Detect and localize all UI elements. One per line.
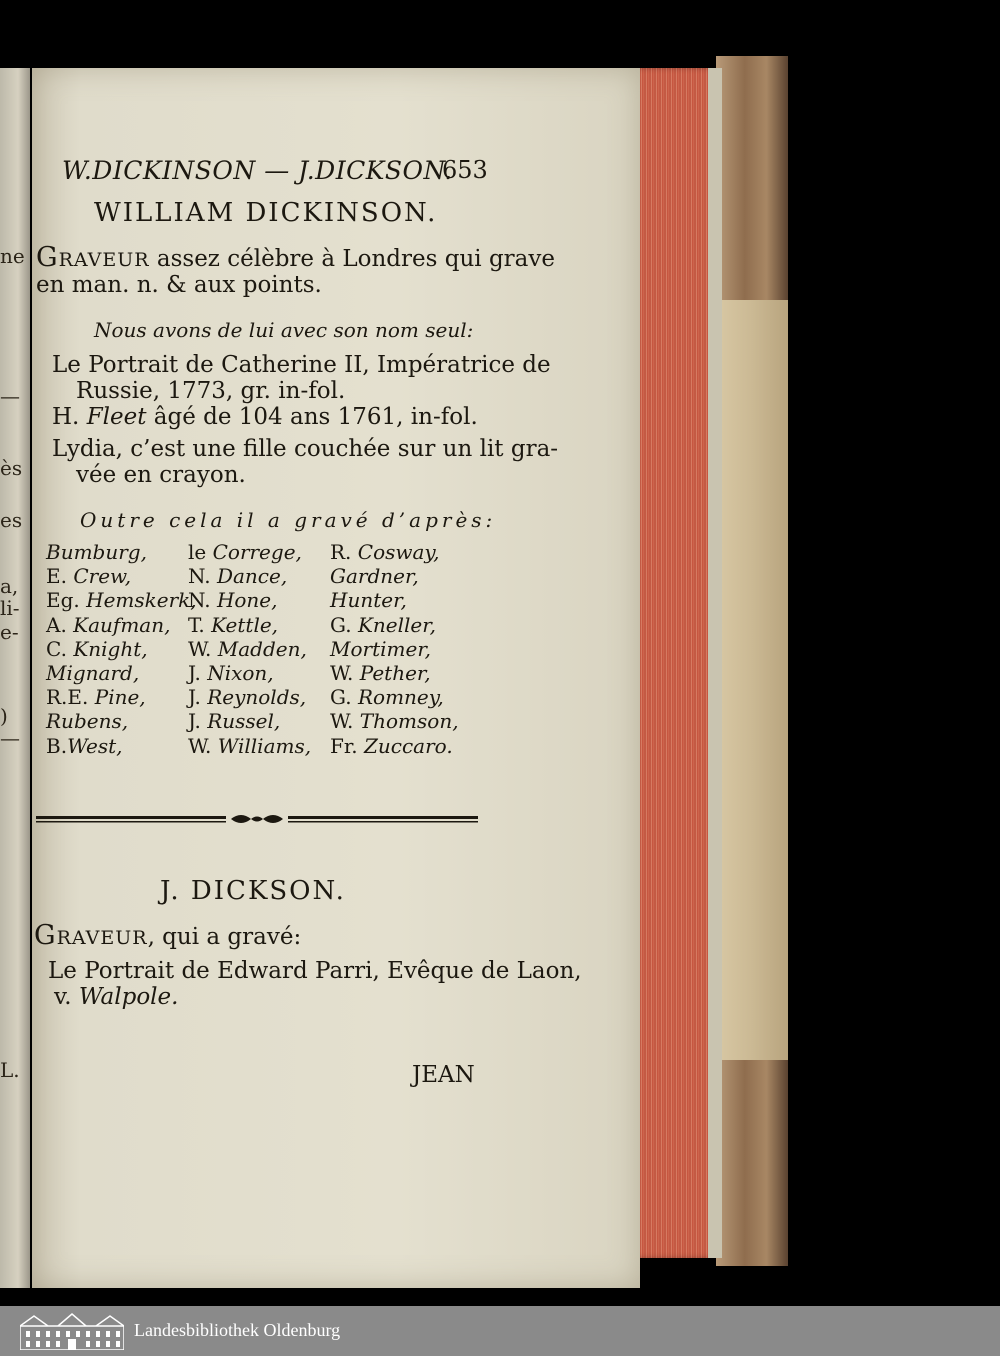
intro-text-line2: en man. n. & aux points. bbox=[36, 272, 322, 298]
name-prefix: A. bbox=[46, 612, 74, 637]
intro-text: assez célèbre à Londres qui grave bbox=[156, 246, 555, 272]
name-prefix: R.E. bbox=[46, 685, 95, 710]
entry-title: WILLIAM DICKINSON. bbox=[94, 198, 438, 228]
name-prefix: N. bbox=[188, 564, 217, 589]
engraver-name bbox=[188, 661, 311, 685]
name-surname: Hone, bbox=[216, 588, 278, 613]
name-surname: Reynolds, bbox=[207, 685, 307, 710]
name-prefix: W. bbox=[188, 733, 218, 758]
engraver-name bbox=[330, 661, 459, 685]
names-column bbox=[188, 540, 311, 758]
name-surname: Crew, bbox=[73, 564, 132, 589]
name-surname: Madden, bbox=[217, 636, 307, 661]
name-prefix: B. bbox=[46, 733, 68, 758]
name-surname: Bumburg, bbox=[46, 540, 147, 564]
name-prefix: R. bbox=[330, 540, 358, 564]
engraver-name bbox=[46, 588, 197, 612]
engraver-name bbox=[46, 613, 197, 637]
item-line bbox=[54, 984, 178, 1010]
item-line: Lydia, c’est une fille couchée sur un lit gra- bbox=[52, 436, 559, 462]
lead-word: Graveur bbox=[34, 920, 148, 951]
item-italic: Walpole. bbox=[78, 984, 179, 1010]
name-prefix: Fr. bbox=[330, 733, 364, 758]
name-prefix: le bbox=[188, 540, 213, 564]
name-surname: Zuccaro. bbox=[363, 733, 453, 758]
name-surname: Dance, bbox=[216, 564, 288, 589]
fragment-text: es bbox=[0, 508, 23, 532]
name-prefix: E. bbox=[46, 564, 74, 589]
subheading: Nous avons de lui avec son nom seul: bbox=[94, 318, 474, 342]
engraver-name bbox=[46, 564, 197, 588]
engraver-name bbox=[330, 588, 459, 612]
engraver-name bbox=[46, 661, 197, 685]
fragment-text: L. bbox=[0, 1058, 20, 1082]
fragment-text: e- bbox=[0, 620, 19, 644]
name-surname: Mignard, bbox=[46, 661, 140, 686]
name-prefix: W. bbox=[330, 709, 360, 734]
engraver-name bbox=[330, 637, 459, 661]
name-prefix: G. bbox=[330, 685, 358, 710]
name-surname: Pether, bbox=[359, 661, 431, 686]
fragment-text: a, bbox=[0, 574, 19, 598]
engraver-name bbox=[188, 734, 311, 758]
engraver-name bbox=[188, 564, 311, 588]
name-prefix: J. bbox=[188, 709, 208, 734]
engraver-name bbox=[330, 734, 459, 758]
engraver-name bbox=[188, 613, 311, 637]
entry-intro bbox=[36, 242, 555, 273]
name-surname: Kneller, bbox=[357, 612, 436, 637]
engraver-name bbox=[188, 709, 311, 733]
book-cover-band bbox=[716, 300, 788, 1060]
names-column bbox=[46, 540, 197, 758]
library-building-icon bbox=[20, 1312, 124, 1350]
entry-title: J. DICKSON. bbox=[160, 876, 346, 906]
fragment-text: — bbox=[0, 384, 20, 408]
name-surname: Mortimer, bbox=[330, 636, 432, 661]
intro-text: , qui a gravé: bbox=[147, 924, 302, 950]
name-surname: Russel, bbox=[207, 709, 281, 734]
entry-intro bbox=[34, 920, 301, 951]
facing-page-fragment bbox=[0, 68, 30, 1288]
engraver-name bbox=[330, 685, 459, 709]
name-surname: Hemskerk, bbox=[86, 588, 197, 613]
book-page bbox=[32, 68, 640, 1288]
name-prefix: W. bbox=[330, 661, 360, 686]
item-italic: Fleet bbox=[86, 404, 147, 430]
item-rest: âgé de 104 ans 1761, in-fol. bbox=[153, 404, 478, 430]
name-prefix: J. bbox=[188, 661, 208, 686]
engraver-name bbox=[330, 709, 459, 733]
name-surname: Rubens, bbox=[46, 709, 129, 734]
engraver-name bbox=[188, 685, 311, 709]
item-line bbox=[52, 404, 478, 430]
engraver-name bbox=[188, 588, 311, 612]
item-prefix: v. bbox=[54, 984, 72, 1010]
name-prefix: C. bbox=[46, 636, 74, 661]
fragment-text: ) bbox=[0, 704, 8, 728]
engraver-name bbox=[46, 709, 197, 733]
fragment-text: ne bbox=[0, 244, 25, 268]
name-prefix: Eg. bbox=[46, 588, 87, 613]
names-column bbox=[330, 540, 459, 758]
engraver-name bbox=[46, 540, 197, 564]
name-surname: Nixon, bbox=[207, 661, 274, 686]
running-head: W.DICKINSON — J.DICKSON. bbox=[62, 156, 453, 185]
name-prefix: W. bbox=[188, 636, 218, 661]
name-surname: Correge, bbox=[212, 540, 302, 564]
engraver-name bbox=[188, 540, 311, 564]
item-line: Le Portrait de Edward Parri, Evêque de Laon, bbox=[48, 958, 582, 984]
engraver-name bbox=[188, 637, 311, 661]
library-name: Landesbibliothek Oldenburg bbox=[134, 1320, 341, 1340]
name-surname: West, bbox=[67, 733, 123, 758]
lead-word: Graveur bbox=[36, 242, 150, 273]
item-line: Le Portrait de Catherine II, Impératrice de bbox=[52, 352, 551, 378]
subheading-after: Outre cela il a gravé d’après: bbox=[80, 508, 497, 532]
catchword: JEAN bbox=[412, 1062, 475, 1088]
library-footer bbox=[0, 1306, 1000, 1356]
page-edges-outer bbox=[708, 68, 722, 1258]
name-surname: Pine, bbox=[94, 685, 146, 710]
name-surname: Romney, bbox=[357, 685, 444, 710]
name-prefix: N. bbox=[188, 588, 217, 613]
engraver-name bbox=[46, 637, 197, 661]
engraver-name bbox=[46, 734, 197, 758]
item-prefix: H. bbox=[52, 404, 80, 430]
engraver-name bbox=[46, 685, 197, 709]
name-surname: Kaufman, bbox=[73, 612, 171, 637]
fragment-text: li- bbox=[0, 596, 20, 620]
fragment-text: — bbox=[0, 726, 20, 750]
page-edges bbox=[632, 68, 720, 1258]
engraver-name bbox=[330, 613, 459, 637]
item-line: vée en crayon. bbox=[76, 462, 246, 488]
name-surname: Cosway, bbox=[357, 540, 440, 564]
fragment-text: ès bbox=[0, 456, 23, 480]
item-line: Russie, 1773, gr. in-fol. bbox=[76, 378, 346, 404]
name-surname: Hunter, bbox=[330, 588, 407, 613]
engraver-name bbox=[330, 564, 459, 588]
name-surname: Gardner, bbox=[330, 564, 419, 589]
name-surname: Knight, bbox=[73, 636, 148, 661]
name-surname: Kettle, bbox=[211, 612, 279, 637]
page-number: 653 bbox=[442, 156, 488, 184]
facing-page-text bbox=[0, 68, 30, 1288]
name-surname: Thomson, bbox=[359, 709, 459, 734]
name-prefix: J. bbox=[188, 685, 208, 710]
ornamental-rule bbox=[36, 812, 478, 826]
name-prefix: T. bbox=[188, 612, 212, 637]
name-surname: Williams, bbox=[217, 733, 312, 758]
name-prefix: G. bbox=[330, 612, 358, 637]
engraver-name bbox=[330, 540, 459, 564]
